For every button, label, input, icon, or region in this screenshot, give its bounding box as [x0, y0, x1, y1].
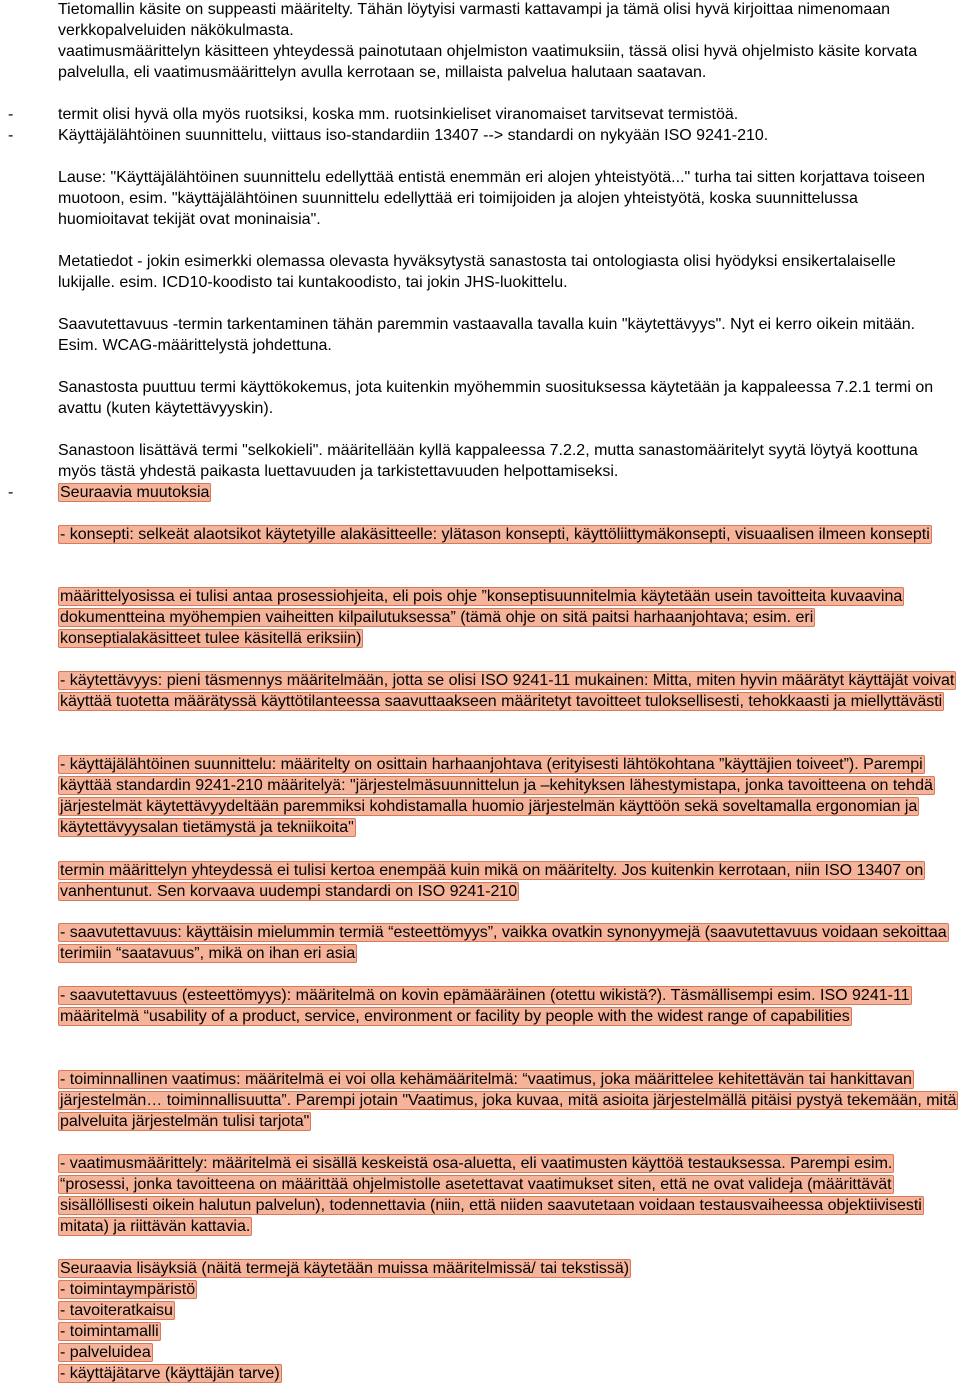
- highlight-seuraavia-muutoksia: [58, 482, 958, 503]
- highlight-kaytettavyys: [58, 670, 958, 712]
- highlighted-text: - tavoiteratkaisu: [60, 1302, 173, 1319]
- bullet-dash: -: [8, 484, 14, 501]
- highlighted-text: - käyttäjälähtöinen suunnittelu: määritelty on osittain harhaanjohtava (erityisesti lähtökohtana ”käyttäjien toiveet”). Parempi käyttää standardin 9241-210 määritelyä: "järjestelmäsuunnittelun ja –kehityksen lähestymistapa, jonka tavoitteena on tehdä järjestelmät käytettävyydeltään paremmiksi kohdistamalla huomio järjestelmän käyttöön sekä soveltamalla ergonomian ja käytettävyysalan tietämystä ja tekniikoita": [60, 756, 933, 836]
- highlight-list-item: [58, 1300, 958, 1321]
- paragraph-tietomalli: Tietomallin käsite on suppeasti määritelty. Tähän löytyisi varmasti kattavampi ja tämä olisi hyvä kirjoittaa nimenomaan verkkopalveluiden näkökulmasta.: [58, 1, 891, 39]
- highlight-saavutettavuus-maaritelma: [58, 985, 958, 1027]
- highlighted-text: - toimintaympäristö: [60, 1281, 196, 1298]
- highlight-prosessiohjeet: [58, 586, 958, 649]
- highlighted-text: - toiminnallinen vaatimus: määritelmä ei voi olla kehämääritelmä: “vaatimus, joka määrittelee kehitettävän tai hankittavan järjestelmän… toiminnallisuutta”. Parempi jotain "Vaatimus, joka kuvaa, mitä asioita järjestelmällä pitäisi pystyä tekemään, mitä palveluita järjestelmän tulisi tarjota": [60, 1071, 957, 1130]
- highlight-iso13407: [58, 860, 958, 902]
- paragraph-lause: Lause: "Käyttäjälähtöinen suunnittelu edellyttää entistä enemmän eri alojen yhteistyötä..." turha tai sitten korjattava toiseen muotoon, esim. "käyttäjälähtöinen suunnittelu edellyttää eri toimijoiden ja alojen yhteistyötä, koska suunnittelussa huomioitavat tekijät ovat moninaisia".: [58, 169, 925, 228]
- paragraph-saavutettavuus: Saavutettavuus -termin tarkentaminen tähän paremmin vastaavalla tavalla kuin "käytettävyys". Nyt ei kerro oikein mitään. Esim. WCAG-määrittelystä johdettuna.: [58, 316, 916, 354]
- highlighted-text: Seuraavia muutoksia: [60, 484, 210, 501]
- bullet-dash: -: [8, 127, 14, 144]
- highlight-saavutettavuus-esteettomyys: [58, 922, 958, 964]
- paragraph-kayttokokemus: Sanastosta puuttuu termi käyttökokemus, jota kuitenkin myöhemmin suosituksessa käytetään ja kappaleessa 7.2.1 termi on avattu (kuten käytettävyyskin).: [58, 379, 934, 417]
- highlighted-text: - saavutettavuus (esteettömyys): määritelmä on kovin epämääräinen (otettu wikistä?). Täsmällisempi esim. ISO 9241-11 määritelmä “usability of a product, service, environment or facility by people with the widest range of capabilities: [60, 987, 910, 1025]
- highlighted-text: - palveluidea: [60, 1344, 151, 1361]
- highlight-toiminnallinen-vaatimus: [58, 1069, 958, 1132]
- highlight-konsepti: [58, 524, 958, 545]
- highlight-list-item: [58, 1363, 958, 1384]
- paragraph-metatiedot: Metatiedot - jokin esimerkki olemassa olevasta hyväksytystä sanastosta tai ontologiasta olisi hyödyksi ensikertalaiselle lukijalle. esim. ICD10-koodisto tai kuntakoodisto, tai jokin JHS-luokittelu.: [58, 253, 896, 291]
- highlighted-text: - vaatimusmäärittely: määritelmä ei sisällä keskeistä osa-aluetta, eli vaatimusten käyttöä testauksessa. Parempi esim. “prosessi, jonka tavoitteena on määrittää ohjelmistolle asetettavat vaatimukset siten, että ne ovat valideja (määrittävät sisällöllisesti oikein halutun palvelun), todennettavia (niin, että niiden saavutetaan voidaan testausvaiheessa objektiivisesti mitata) ja riittävän kattavia.: [60, 1155, 922, 1235]
- highlight-kayttajalahtoinen-suunnittelu: [58, 754, 958, 838]
- bullet-ruotsiksi: termit olisi hyvä olla myös ruotsiksi, koska mm. ruotsinkieliset viranomaiset tarvitsevat termistöä.: [58, 106, 739, 123]
- highlight-list-item: [58, 1279, 958, 1300]
- highlighted-text: - käyttäjätarve (käyttäjän tarve): [60, 1365, 280, 1382]
- highlighted-text: - toimintamalli: [60, 1323, 159, 1340]
- highlighted-text: Seuraavia lisäyksiä (näitä termejä käytetään muissa määritelmissä/ tai tekstissä): [60, 1260, 630, 1277]
- highlighted-text: termin määrittelyn yhteydessä ei tulisi kertoa enempää kuin mikä on määritelty. Jos kuitenkin kerrotaan, niin ISO 13407 on vanhentunut. Sen korvaava uudempi standardi on ISO 9241-210: [60, 862, 924, 900]
- highlighted-text: - käytettävyys: pieni täsmennys määritelmään, jotta se olisi ISO 9241-11 mukainen: Mitta, miten hyvin määrätyt käyttäjät voivat käyttää tuotetta määrätyssä käyttötilanteessa saavuttaakseen määritetyt tavoitteet tuloksellisesti, tehokkaasti ja miellyttävästi: [60, 672, 955, 710]
- paragraph-selkokieli: Sanastoon lisättävä termi "selkokieli". määritellään kyllä kappaleessa 7.2.2, mutta sanastomääritelyt syytä löytyä koottuna myös tästä yhdestä paikasta luettavuuden ja tarkistettavuuden helpottamiseksi.: [58, 442, 918, 480]
- paragraph-vaatimusmaarittely: vaatimusmäärittelyn käsitteen yhteydessä painotutaan ohjelmiston vaatimuksiin, tässä olisi hyvä ohjelmisto käsite korvata palvelulla, eli vaatimusmäärittelyn avulla kerrotaan se, millaista palvelua halutaan saatavan.: [58, 43, 918, 81]
- highlight-list-item: [58, 1321, 958, 1342]
- highlighted-text: - saavutettavuus: käyttäisin mielummin termiä “esteettömyys”, vaikka ovatkin synonyymejä (saavutettavuus voidaan sekoittaa terimiin “saatavuus”, mikä on ihan eri asia: [60, 924, 947, 962]
- highlight-lisayksia-heading: [58, 1258, 958, 1279]
- highlighted-text: - konsepti: selkeät alaotsikot käytetyille alakäsitteelle: ylätason konsepti, käyttöliittymäkonsepti, visuaalisen ilmeen konsepti: [60, 526, 930, 543]
- bullet-kayttajalahtoinen: Käyttäjälähtöinen suunnittelu, viittaus iso-standardiin 13407 --> standardi on nykyään ISO 9241-210.: [58, 127, 769, 144]
- highlight-list-item: [58, 1342, 958, 1363]
- highlight-vaatimusmaarittely: [58, 1153, 958, 1237]
- bullet-dash: -: [8, 106, 14, 123]
- highlighted-text: määrittelyosissa ei tulisi antaa prosessiohjeita, eli pois ohje ”konseptisuunnitelmia käytetään usein tavoitteita kuvaavina dokumentteina myöhempien vaiheitten kilpailutuksessa” (tämä ohje on sitä paitsi harhaanjohtava; esim. eri konseptialakäsitteet tulee käsitellä eriksiin): [60, 588, 903, 647]
